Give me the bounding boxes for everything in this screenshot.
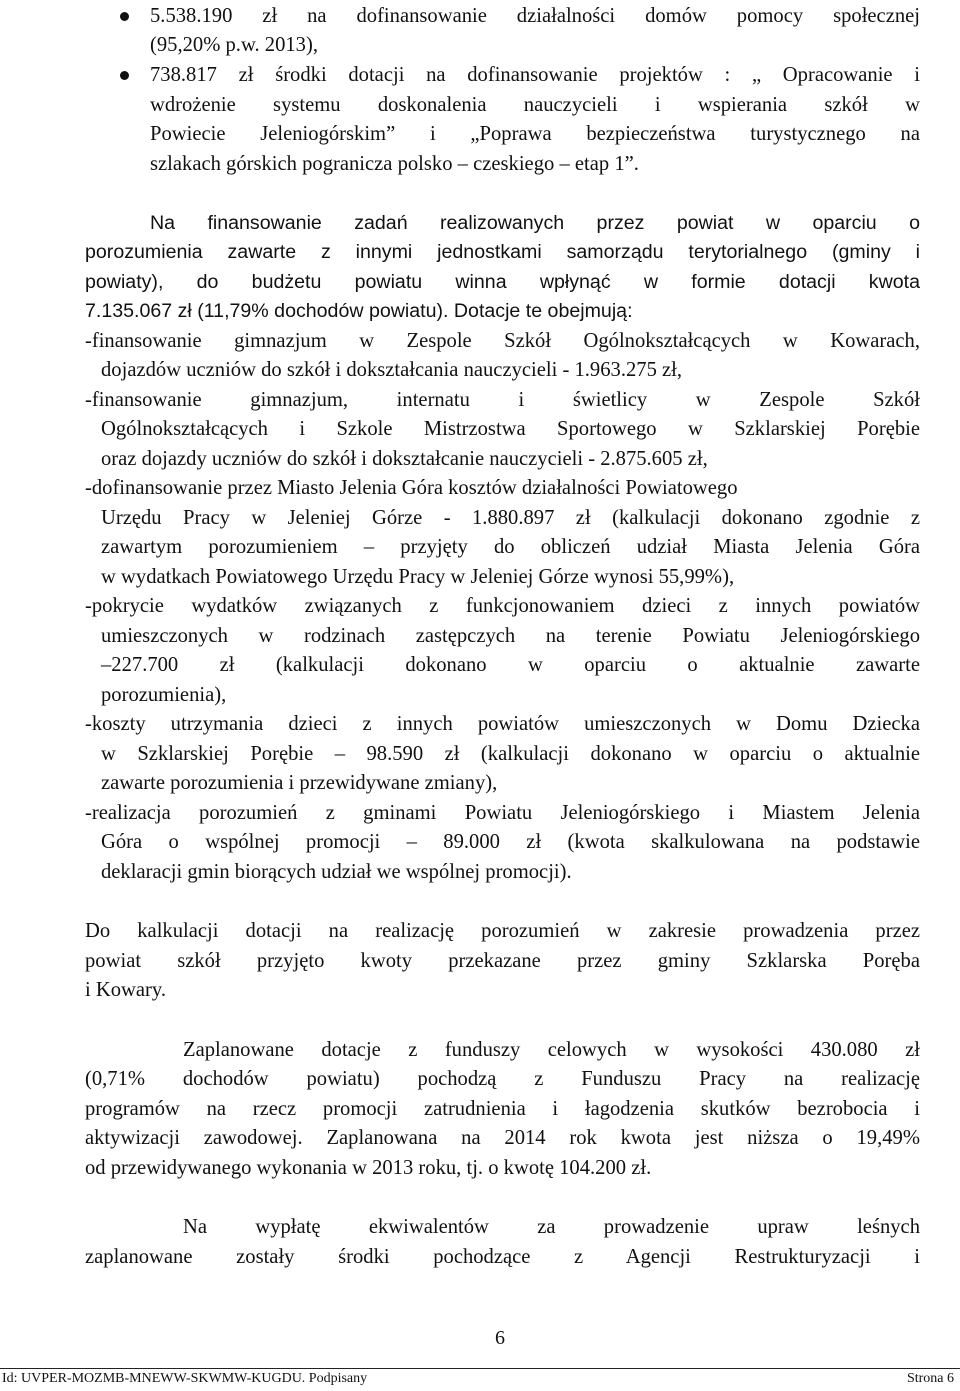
para1-line-3: powiaty), do budżetu powiatu winna wpłynąć w formie dotacji kwota (85, 271, 920, 293)
bullet-2-line-3: Powiecie Jeleniogórskim” i „Poprawa bezpieczeństwa turystycznego na (150, 123, 920, 145)
para3-line-5: od przewidywanego wykonania w 2013 roku, tj. o kwotę 104.200 zł. (85, 1157, 652, 1179)
item-6-line-2: Góra o wspólnej promocji – 89.000 zł (kwota skalkulowana na podstawie (101, 831, 920, 853)
para1-line-1: Na finansowanie zadań realizowanych przez powiat w oparciu o (150, 212, 920, 234)
para2-line-2: powiat szkół przyjęto kwoty przekazane przez gminy Szklarska Poręba (85, 950, 920, 972)
item-1-line-1: -finansowanie gimnazjum w Zespole Szkół Ogólnokształcących w Kowarach, (85, 330, 920, 352)
item-5-line-3: zawarte porozumienia i przewidywane zmiany), (101, 772, 498, 794)
item-2-line-2: Ogólnokształcących i Szkole Mistrzostwa Sportowego w Szklarskiej Porębie (101, 418, 920, 440)
footer-document-id: Id: UVPER-MOZMB-MNEWW-SKWMW-KUGDU. Podpisany (2, 1371, 368, 1386)
bullet-2-line-1: 738.817 zł środki dotacji na dofinansowanie projektów : „ Opracowanie i (150, 64, 920, 86)
item-6-line-3: deklaracji gmin biorących udział we wspólnej promocji). (101, 861, 572, 883)
item-3-line-4: w wydatkach Powiatowego Urzędu Pracy w Jeleniej Górze wynosi 55,99%), (101, 566, 735, 588)
item-3-line-3: zawartym porozumieniem – przyjęty do obliczeń udział Miasta Jelenia Góra (101, 536, 920, 558)
para4-line-1: Na wypłatę ekwiwalentów za prowadzenie upraw leśnych (183, 1216, 920, 1238)
item-1-line-2: dojazdów uczniów do szkół i dokształcania nauczycieli - 1.963.275 zł, (101, 359, 683, 381)
page-number: 6 (495, 1327, 505, 1349)
item-4-line-3: –227.700 zł (kalkulacji dokonano w oparciu o aktualnie zawarte (101, 654, 920, 676)
para1-line-4: 7.135.067 zł (11,79% dochodów powiatu). Dotacje te obejmują: (85, 300, 633, 322)
para1-line-2: porozumienia zawarte z innymi jednostkami samorządu terytorialnego (gminy i (85, 241, 920, 263)
item-2-line-3: oraz dojazdy uczniów do szkół i dokształcanie nauczycieli - 2.875.605 zł, (101, 448, 708, 470)
bullet-2-line-2: wdrożenie systemu doskonalenia nauczycieli i wspierania szkół w (150, 94, 920, 116)
item-4-line-2: umieszczonych w rodzinach zastępczych na terenie Powiatu Jeleniogórskiego (101, 625, 920, 647)
footer-page-label: Strona 6 (906, 1371, 954, 1386)
para3-line-1: Zaplanowane dotacje z funduszy celowych w wysokości 430.080 zł (183, 1039, 920, 1061)
para2-line-3: i Kowary. (85, 979, 167, 1001)
bullet-1-line-2: (95,20% p.w. 2013), (150, 34, 318, 56)
bullet-2-line-4: szlakach górskich pogranicza polsko – czeskiego – etap 1”. (150, 153, 639, 175)
item-3-line-2: Urzędu Pracy w Jeleniej Górze - 1.880.897 zł (kalkulacji dokonano zgodnie z (101, 507, 920, 529)
para3-line-3: programów na rzecz promocji zatrudnienia i łagodzenia skutków bezrobocia i (85, 1098, 920, 1120)
item-4-line-4: porozumienia), (101, 684, 227, 706)
item-3-line-1: -dofinansowanie przez Miasto Jelenia Góra kosztów działalności Powiatowego (85, 477, 738, 499)
item-4-line-1: -pokrycie wydatków związanych z funkcjonowaniem dzieci z innych powiatów (85, 595, 920, 617)
item-5-line-1: -koszty utrzymania dzieci z innych powiatów umieszczonych w Domu Dziecka (85, 713, 920, 735)
footer-divider (0, 1368, 960, 1369)
item-2-line-1: -finansowanie gimnazjum, internatu i świetlicy w Zespole Szkół (85, 389, 920, 411)
para2-line-1: Do kalkulacji dotacji na realizację porozumień w zakresie prowadzenia przez (85, 920, 920, 942)
bullet-marker (120, 71, 129, 80)
bullet-marker (120, 12, 129, 21)
item-6-line-1: -realizacja porozumień z gminami Powiatu Jeleniogórskiego i Miastem Jelenia (85, 802, 920, 824)
para3-line-2: (0,71% dochodów powiatu) pochodzą z Funduszu Pracy na realizację (85, 1068, 920, 1090)
bullet-1-line-1: 5.538.190 zł na dofinansowanie działalności domów pomocy społecznej (150, 5, 920, 27)
item-5-line-2: w Szklarskiej Porębie – 98.590 zł (kalkulacji dokonano w oparciu o aktualnie (101, 743, 920, 765)
para3-line-4: aktywizacji zawodowej. Zaplanowana na 2014 rok kwota jest niższa o 19,49% (85, 1127, 920, 1149)
para4-line-2: zaplanowane zostały środki pochodzące z Agencji Restrukturyzacji i (85, 1246, 920, 1268)
